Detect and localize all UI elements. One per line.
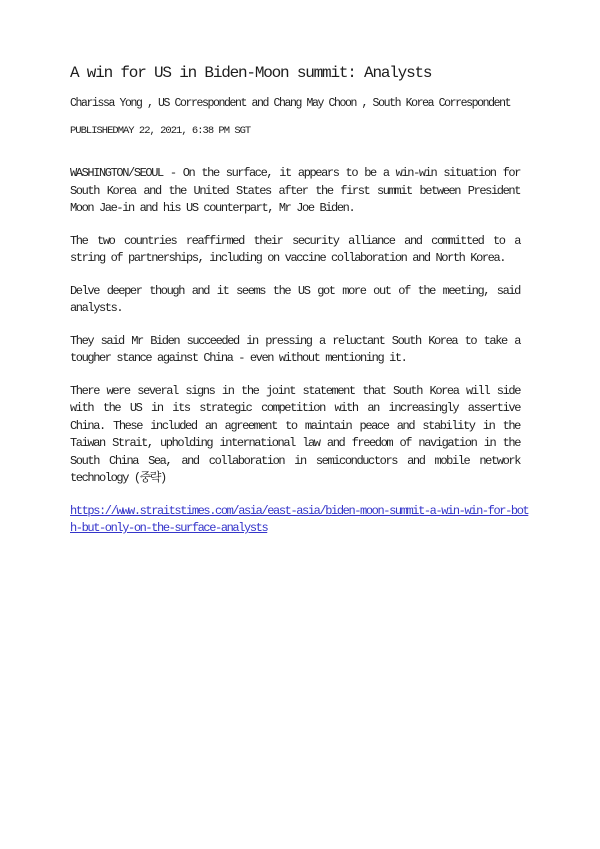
article-paragraph-3: Delve deeper though and it seems the US got more out of the meeting, said analysts. bbox=[70, 283, 520, 315]
published-timestamp: PUBLISHEDMAY 22, 2021, 6:38 PM SGT bbox=[70, 125, 251, 137]
source-link-block bbox=[70, 503, 529, 538]
article-paragraph-1: WASHINGTON/SEOUL - On the surface, it appears to be a win-win situation for South Korea and the United States after the first summit between President Moon Jae-in and his US counterpart, Mr Joe Biden. bbox=[70, 166, 520, 215]
article-paragraph-5: There were several signs in the joint statement that South Korea will side with the US in its strategic competition with an increasingly assertive China. These included an agreement to maintain peace and stability in the Taiwan Strait, upholding international law and freedom of navigation in the South China Sea, and collaboration in semiconductors and mobile network technology (중략) bbox=[70, 383, 520, 485]
byline: Charissa Yong , US Correspondent and Chang May Choon , South Korea Correspondent bbox=[70, 97, 511, 110]
article-paragraph-4: They said Mr Biden succeeded in pressing a reluctant South Korea to take a tougher stance against China - even without mentioning it. bbox=[70, 333, 520, 365]
article bbox=[70, 62, 529, 538]
article-paragraph-2: The two countries reaffirmed their security alliance and committed to a string of partnerships, including on vaccine collaboration and North Korea. bbox=[70, 233, 520, 265]
source-url-link[interactable]: https://www.straitstimes.com/asia/east-asia/biden-moon-summit-a-win-win-for-both-but-only-on-the-surface-analysts bbox=[70, 503, 529, 535]
article-body bbox=[70, 165, 520, 488]
page-title: A win for US in Biden-Moon summit: Analysts bbox=[70, 64, 432, 82]
